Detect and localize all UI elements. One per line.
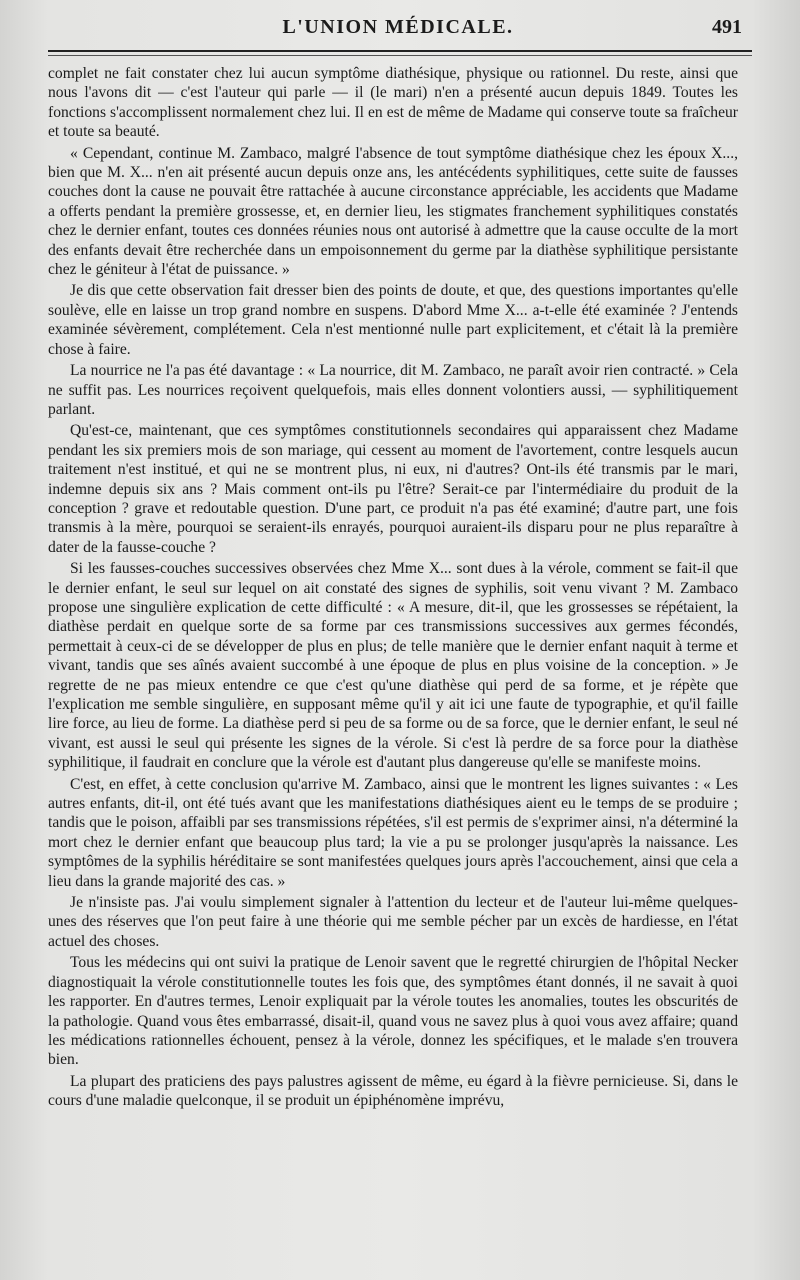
paragraph: Qu'est-ce, maintenant, que ces symptômes constitutionnels secondaires qui apparaissent chez Madame pendant les six premiers mois de son mariage, qui cessent au moment de l'avortement, contre lesquels aucun traitement n'est institué, et qui ne se montrent plus, ni eux, ni d'autres? Ont-ils été transmis par le mari, indemne depuis six ans ? Mais comment ont-ils pu l'être? Serait-ce par l'intermédiaire du produit de la conception ? grave et redoutable question. D'une part, ce produit n'a pas été examiné; d'autre part, une fois transmis à la mère, pourquoi se seraient-ils enrayés, pourquoi auraient-ils disparu pour ne plus reparaître à dater de la fausse-couche ? [48, 422, 738, 556]
article-body [48, 64, 738, 1113]
header-rule [48, 50, 752, 52]
page-number: 491 [712, 16, 742, 38]
header-rule-thin [48, 55, 752, 56]
paragraph: complet ne fait constater chez lui aucun symptôme diathésique, physique ou rationnel. Du reste, ainsi que nous l'avons dit — c'est l'auteur qui parle — il (le mari) n'en a présenté aucun depuis 1849. Toutes les fonctions s'accomplissent normalement chez lui. Il en est de même de Madame qui conserve toute sa fraîcheur et toute sa beauté. [48, 65, 738, 141]
paragraph: Si les fausses-couches successives observées chez Mme X... sont dues à la vérole, comment se fait-il que le dernier enfant, le seul sur lequel on ait constaté des signes de syphilis, soit venu vivant ? M. Zambaco propose une singulière explication de cette difficulté : « A mesure, dit-il, que les grossesses se répétaient, la diathèse perdait en quelque sorte de sa forme par ces transmissions successives aux germes fécondés, permettait à ceux-ci de se développer de plus en plus; de telle manière que le dernier enfant naquit à terme et vivant, tandis que ses aînés avaient succombé à une époque de plus en plus voisine de la conception. » Je regrette de ne pas mieux entendre ce que c'est qu'une diathèse qui perd de sa forme, et je répète que l'explication me semble singulière, en supposant même qu'il y ait ici une faute de typographie, et qu'il faille lire force, au lieu de forme. La diathèse perd si peu de sa forme ou de sa force, que le dernier enfant, le seul né vivant, est aussi le seul qui présente les signes de la vérole. Si c'est là perdre de sa force pour la diathèse syphilitique, il faudrait en conclure que la vérole est d'autant plus dangereuse qu'elle se manifeste moins. [48, 560, 738, 772]
running-title: L'UNION MÉDICALE. [282, 16, 514, 38]
paragraph: La plupart des praticiens des pays palustres agissent de même, eu égard à la fièvre pernicieuse. Si, dans le cours d'une maladie quelconque, il se produit un épiphénomène imprévu, [48, 1072, 738, 1110]
paragraph: La nourrice ne l'a pas été davantage : « La nourrice, dit M. Zambaco, ne paraît avoir rien contracté. » Cela ne suffit pas. Les nourrices reçoivent quelquefois, mais elles donnent volontiers aussi, — syphilitiquement parlant. [48, 362, 738, 418]
paragraph: « Cependant, continue M. Zambaco, malgré l'absence de tout symptôme diathésique chez les époux X..., bien que M. X... n'en ait présenté aucun depuis onze ans, les antécédents syphilitiques, cette suite de fausses couches dont la cause ne pouvait être rattachée à aucune circonstance appréciable, les accidents que Madame a offerts pendant la première grossesse, et, en dernier lieu, les stigmates franchement syphilitiques constatés chez le dernier enfant, toutes ces données réunies nous ont autorisé à admettre que la cause occulte de la mort des enfants devait être recherchée dans un empoisonnement du germe par la diathèse syphilitique persistante chez le géniteur à l'état de puissance. » [48, 144, 738, 279]
paragraph: Tous les médecins qui ont suivi la pratique de Lenoir savent que le regretté chirurgien de l'hôpital Necker diagnostiquait la vérole constitutionnelle toutes les fois que, des symptômes étant donnés, il ne savait à quoi les rapporter. En d'autres termes, Lenoir expliquait par la vérole toutes les anomalies, toutes les obscurités de la pathologie. Quand vous êtes embarrassé, disait-il, quand vous ne savez plus à quoi vous avez affaire; quand les médications rationnelles échouent, pensez à la vérole, donnez les spécifiques, et le malade s'en trouvera bien. [48, 954, 738, 1069]
paragraph: Je dis que cette observation fait dresser bien des points de doute, et que, des questions importantes qu'elle soulève, elle en laisse un trop grand nombre en suspens. D'abord Mme X... a-t-elle été examinée ? J'entends examinée sévèrement, complétement. Cela n'est mentionné nulle part explicitement, et c'était là la première chose à faire. [48, 282, 738, 358]
paragraph: C'est, en effet, à cette conclusion qu'arrive M. Zambaco, ainsi que le montrent les lignes suivantes : « Les autres enfants, dit-il, ont été tués avant que les manifestations diathésiques aient eu le temps de se produire ; tandis que le poison, affaibli par ses transmissions répétées, s'il est permis de s'exprimer ainsi, n'a déterminé la mort chez le dernier enfant que beaucoup plus tard; la vie a pu se prolonger jusqu'après la naissance. Les symptômes de la syphilis héréditaire se sont manifestées quelques jours après l'accouchement, ainsi que cela a lieu dans la grande majorité des cas. » [48, 775, 738, 890]
page-header [48, 14, 748, 46]
paragraph: Je n'insiste pas. J'ai voulu simplement signaler à l'attention du lecteur et de l'auteur lui-même quelques-unes des réserves que l'on peut faire à une théorie qui me semble pécher par un excès de hardiesse, en l'état actuel des choses. [48, 894, 738, 950]
